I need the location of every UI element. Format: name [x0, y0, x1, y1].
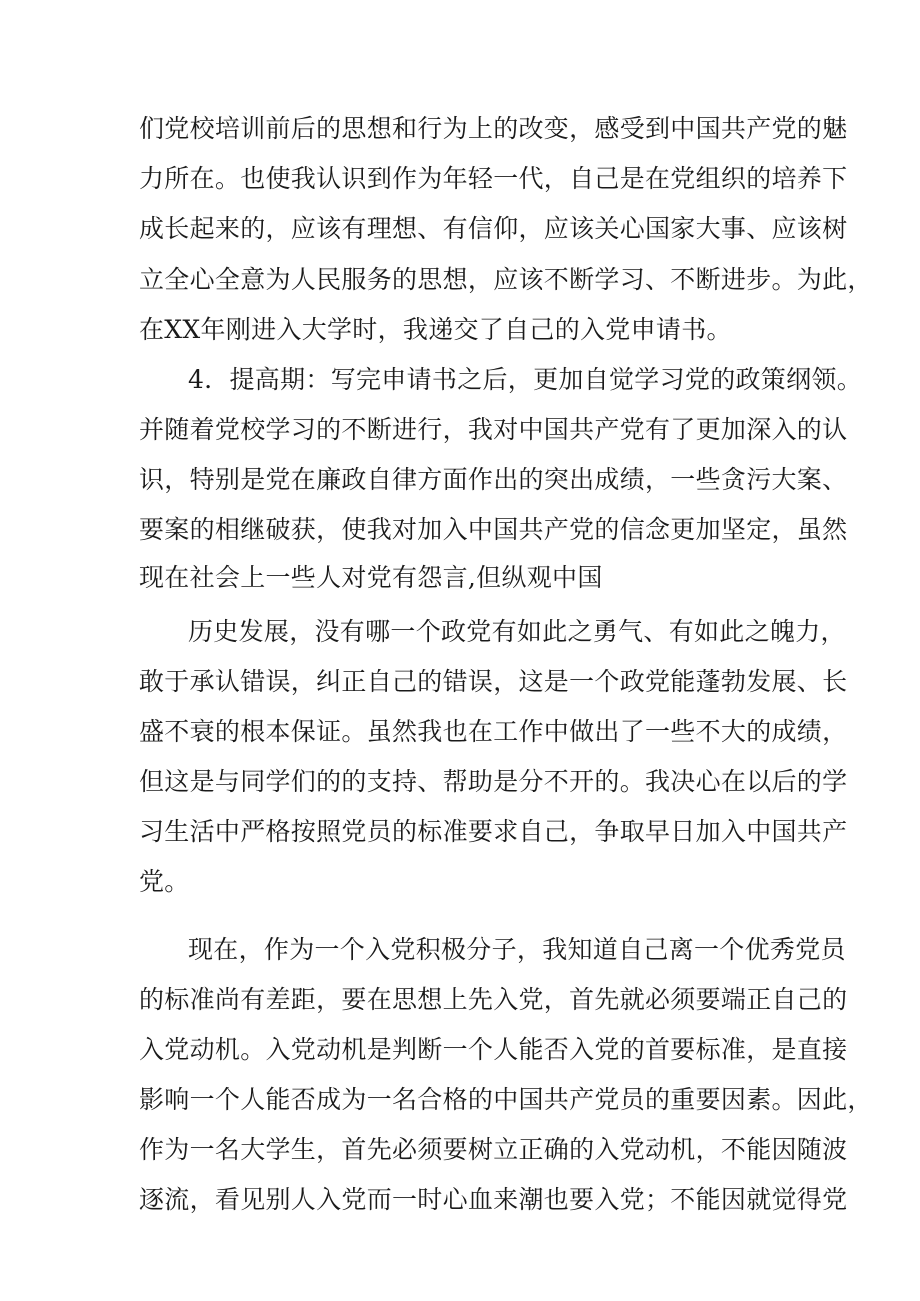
text-line: 在XX年刚进入大学时，我递交了自己的入党申请书。 — [139, 315, 732, 344]
text-line: 敢于承认错误，纠正自己的错误，这是一个政党能蓬勃发展、长 — [139, 667, 848, 696]
text-line: 逐流，看见别人入党而一时心血来潮也要入党；不能因就觉得党 — [139, 1185, 848, 1214]
text-line: 的标准尚有差距，要在思想上先入党，首先就必须要端正自己的 — [139, 985, 848, 1014]
text-line: 盛不衰的根本保证。虽然我也在工作中做出了一些不大的成绩， — [139, 717, 848, 746]
text-line: 现在，作为一个入党积极分子，我知道自己离一个优秀党员 — [188, 935, 846, 964]
text-line: 力所在。也使我认识到作为年轻一代，自己是在党组织的培养下 — [139, 164, 848, 193]
text-line: 识，特别是党在廉政自律方面作出的突出成绩，一些贪污大案、 — [139, 465, 848, 494]
text-line: 习生活中严格按照党员的标准要求自己，争取早日加入中国共产 — [139, 817, 848, 846]
text-line: 作为一名大学生，首先必须要树立正确的入党动机，不能因随波 — [139, 1135, 848, 1164]
text-line: 现在社会上一些人对党有怨言,但纵观中国 — [139, 563, 603, 592]
text-line: 们党校培训前后的思想和行为上的改变，感受到中国共产党的魅 — [139, 114, 848, 143]
text-line: 但这是与同学们的的支持、帮助是分不开的。我决心在以后的学 — [139, 767, 848, 796]
text-line: 入党动机。入党动机是判断一个人能否入党的首要标准，是直接 — [139, 1035, 848, 1064]
text-line: 历史发展，没有哪一个政党有如此之勇气、有如此之魄力， — [188, 617, 846, 646]
text-line: 4．提高期：写完申请书之后，更加自觉学习党的政策纲领。 — [188, 365, 863, 394]
text-line: 并随着党校学习的不断进行，我对中国共产党有了更加深入的认 — [139, 415, 848, 444]
text-line: 立全心全意为人民服务的思想，应该不断学习、不断进步。为此， — [139, 265, 873, 294]
text-line: 影响一个人能否成为一名合格的中国共产党员的重要因素。因此， — [139, 1085, 873, 1114]
text-line: 要案的相继破获，使我对加入中国共产党的信念更加坚定，虽然 — [139, 515, 848, 544]
text-line: 成长起来的，应该有理想、有信仰，应该关心国家大事、应该树 — [139, 214, 848, 243]
text-line: 党。 — [139, 867, 190, 896]
